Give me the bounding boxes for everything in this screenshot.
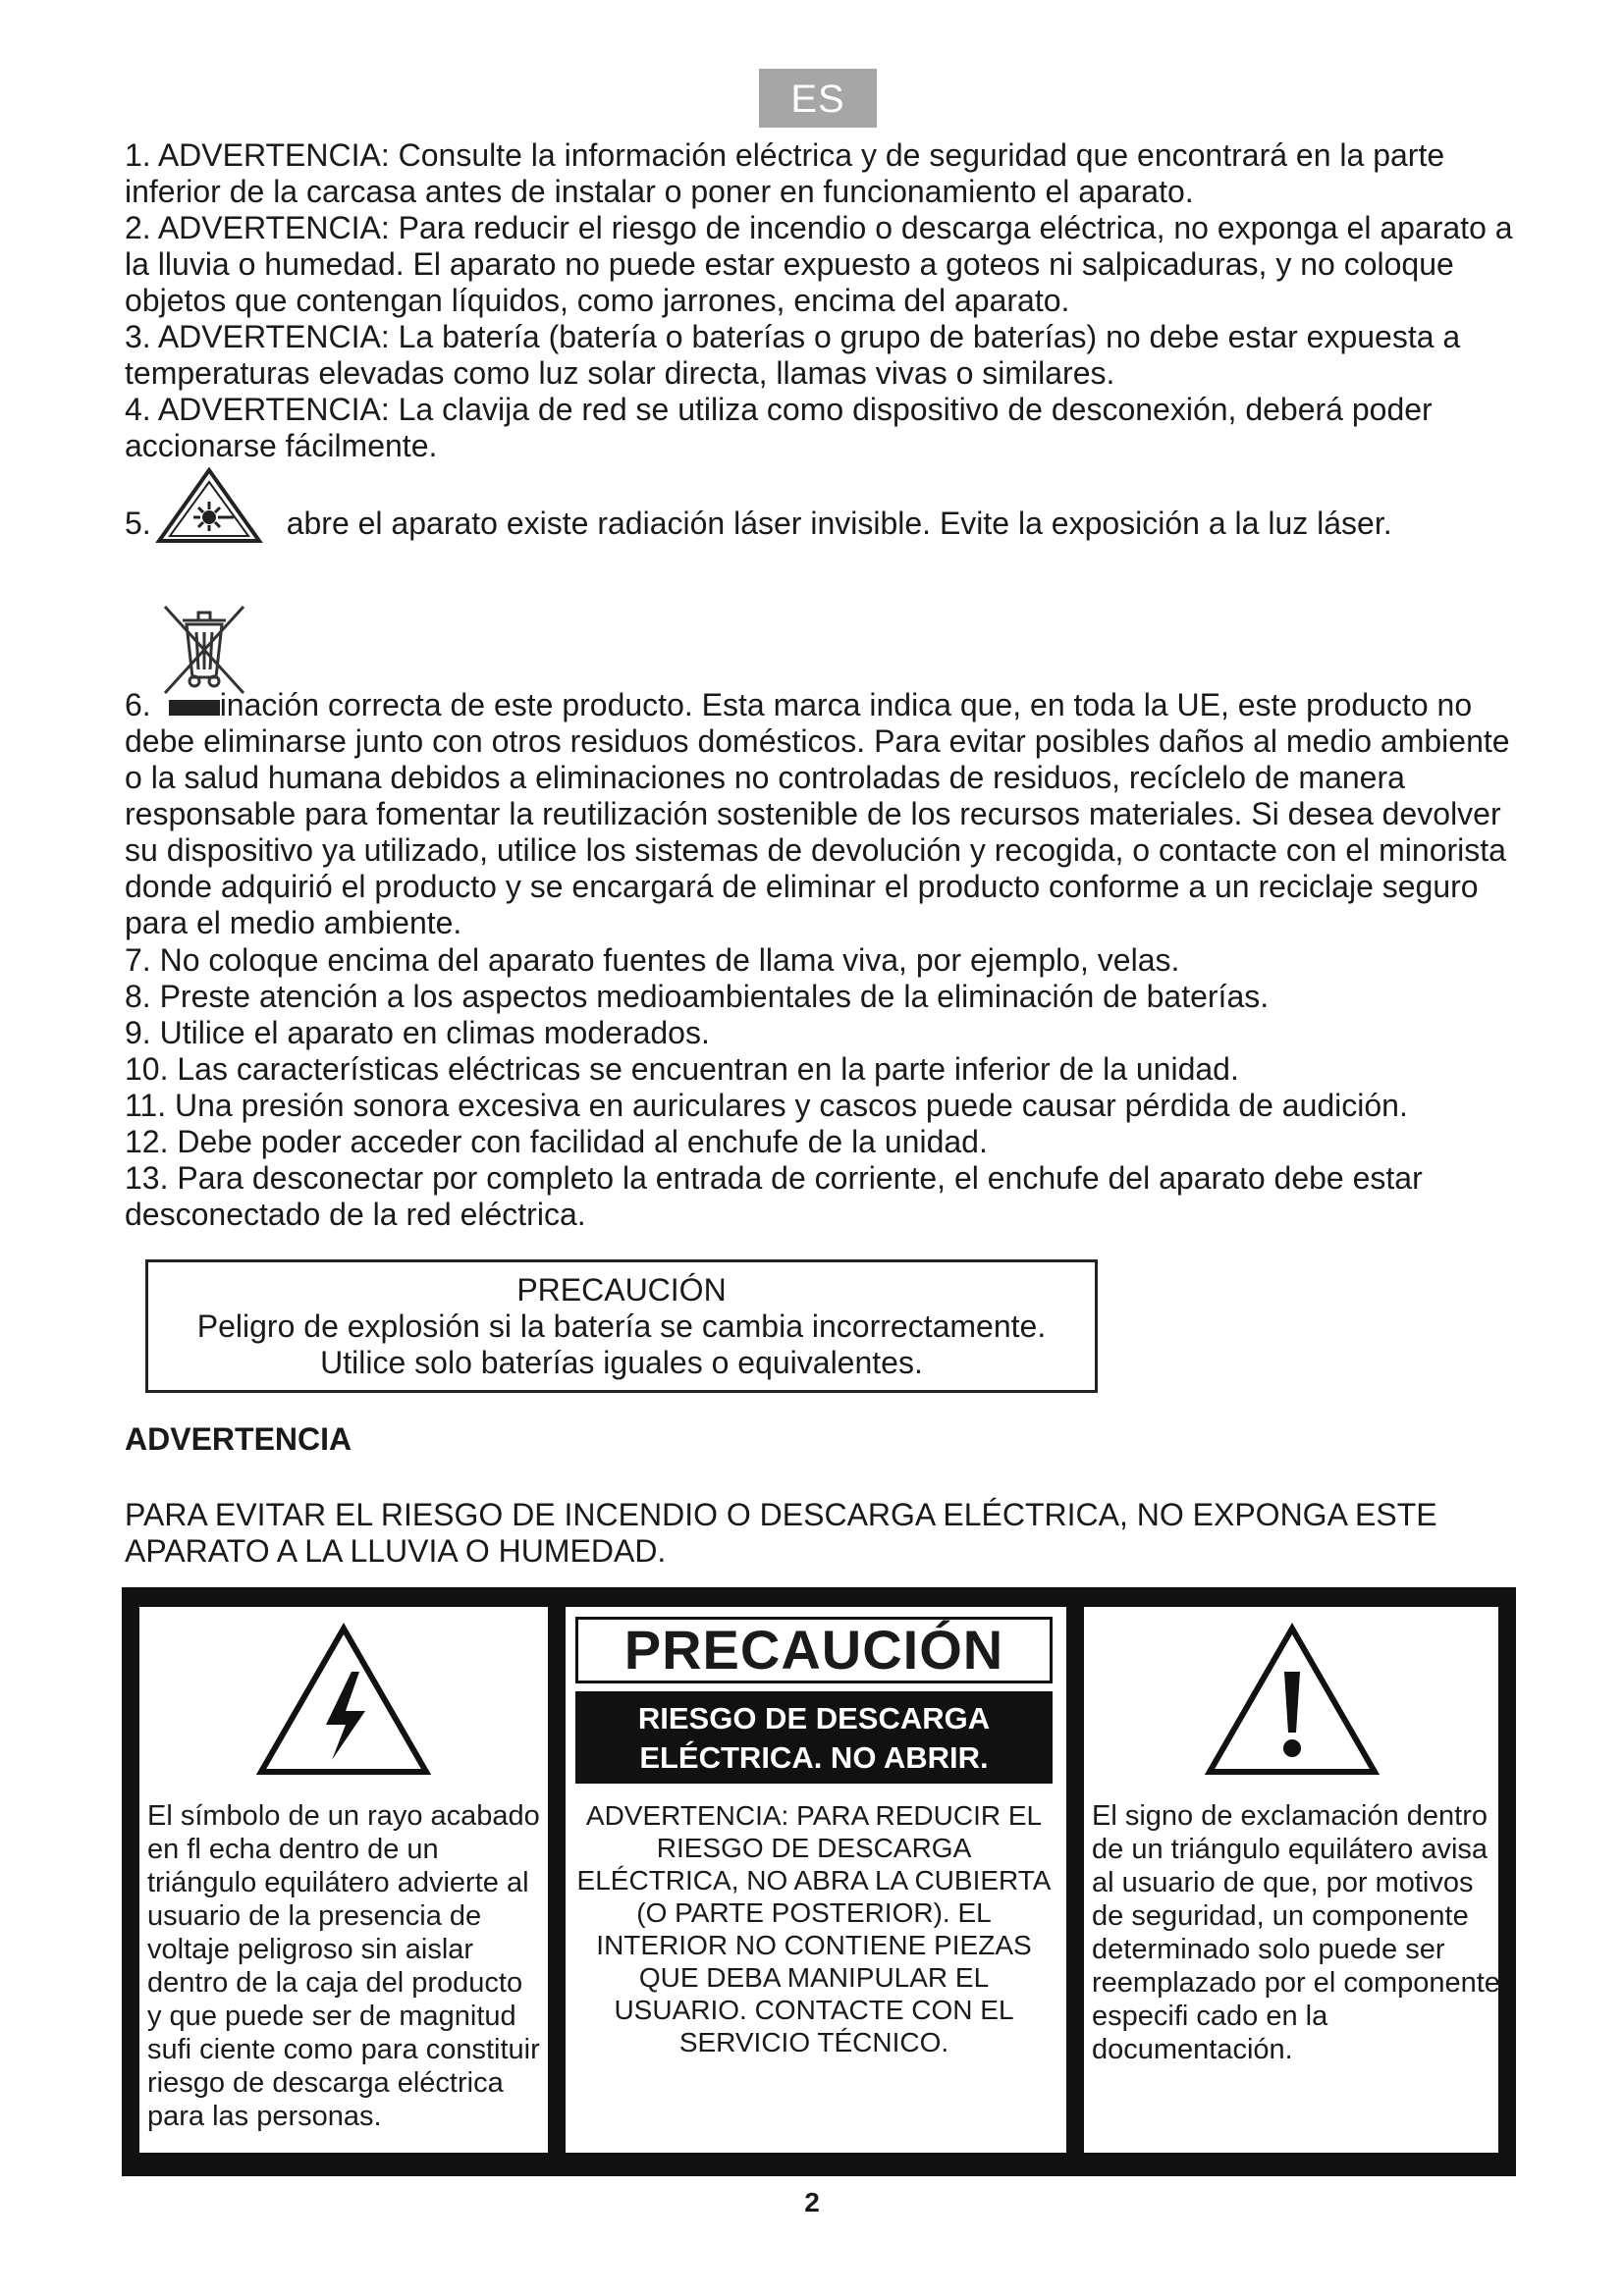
battery-precaution-box — [145, 1259, 1098, 1393]
language-tab: ES — [759, 69, 877, 128]
exclamation-panel — [1084, 1607, 1498, 2153]
list-item: 7. No coloque encima del aparato fuentes de llama viva, por ejemplo, velas. — [125, 942, 1180, 978]
precaution-line: Utilice solo baterías iguales o equivalentes. — [320, 1345, 923, 1380]
warning-list-bottom — [125, 942, 1519, 1233]
exclamation-description: El signo de exclamación dentro de un triángulo equilátero avisa al usuario de que, por motivos de seguridad, un componente determinado solo puede ser reemplazado por el componente especifi cado en la documentación. — [1092, 1800, 1500, 2065]
warning-list-top — [125, 137, 1519, 464]
caution-title: PRECAUCIÓN — [575, 1617, 1053, 1683]
list-item: 11. Una presión sonora excesiva en auriculares y cascos puede causar pérdida de audición. — [125, 1088, 1408, 1123]
precaution-line: Peligro de explosión si la batería se cambia incorrectamente. — [196, 1308, 1047, 1344]
list-item: 2. ADVERTENCIA: Para reducir el riesgo de incendio o descarga eléctrica, no exponga el aparato a la lluvia o humedad. El aparato no puede estar expuesto a goteos ni salpicaduras, y no coloque objetos que contengan líquidos, como jarrones, encima del aparato. — [125, 210, 1513, 318]
caution-panel — [566, 1607, 1066, 2153]
list-item: 13. Para desconectar por completo la entrada de corriente, el enchufe del aparato debe estar desconectado de la red eléctrica. — [125, 1160, 1423, 1232]
list-item-6: 6. inación correcta de este producto. Esta marca indica que, en toda la UE, este producto no debe eliminarse junto con otros residuos domésticos. Para evitar posibles daños al medio ambiente o la salud humana debidos a eliminaciones no controladas de residuos, recíclelo de manera responsable para fomentar la reutilización sostenible de los recursos materiales. Si desea devolver su dispositivo ya utilizado, utilice los sistemas de devolución y recogida, o contacte con el minorista donde adquirió el producto y se encargará de eliminar el producto conforme a un reciclaje seguro para el medio ambiente. — [125, 687, 1510, 940]
lightning-panel — [139, 1607, 548, 2153]
weee-bin-icon — [157, 601, 251, 699]
list-item-5: 5. abre el aparato existe radiación láser invisible. Evite la exposición a la luz láser. — [125, 506, 1392, 541]
shock-warning-panel — [122, 1587, 1516, 2176]
lightning-description: El símbolo de un rayo acabado en fl echa dentro de un triángulo equilátero advierte al usuario de la presencia de voltaje peligroso sin aislar dentro de la caja del producto y que puede ser de magnitud sufi ciente como para constituir riesgo de descarga eléctrica para las personas. — [147, 1800, 540, 2132]
advertencia-text: PARA EVITAR EL RIESGO DE INCENDIO O DESCARGA ELÉCTRICA, NO EXPONGA ESTE APARATO A LA LLUVIA O HUMEDAD. — [125, 1497, 1437, 1569]
list-item: 3. ADVERTENCIA: La batería (batería o baterías o grupo de baterías) no debe estar expuesta a temperaturas elevadas como luz solar directa, llamas vivas o similares. — [125, 319, 1461, 391]
exclamation-triangle-icon — [1204, 1623, 1380, 1780]
advertencia-heading: ADVERTENCIA — [125, 1421, 352, 1457]
page-number: 2 — [804, 2187, 820, 2217]
lightning-triangle-icon — [255, 1623, 432, 1780]
precaution-title: PRECAUCIÓN — [516, 1272, 727, 1308]
shock-risk-banner: RIESGO DE DESCARGA ELÉCTRICA. NO ABRIR. — [575, 1691, 1053, 1784]
list-item: 1. ADVERTENCIA: Consulte la información eléctrica y de seguridad que encontrará en la parte inferior de la carcasa antes de instalar o poner en funcionamiento el aparato. — [125, 137, 1445, 209]
list-item: 12. Debe poder acceder con facilidad al enchufe de la unidad. — [125, 1124, 988, 1159]
caution-description: ADVERTENCIA: PARA REDUCIR EL RIESGO DE DESCARGA ELÉCTRICA, NO ABRA LA CUBIERTA (O PARTE POSTERIOR). EL INTERIOR NO CONTIENE PIEZAS QUE DEBA MANIPULAR EL USUARIO. CONTACTE CON EL SERVICIO TÉCNICO. — [576, 1800, 1052, 2057]
list-item: 8. Preste atención a los aspectos medioambientales de la eliminación de baterías. — [125, 979, 1270, 1014]
list-item: 10. Las características eléctricas se encuentran en la parte inferior de la unidad. — [125, 1051, 1239, 1087]
list-item: 9. Utilice el aparato en climas moderados. — [125, 1015, 710, 1050]
list-item: 4. ADVERTENCIA: La clavija de red se utiliza como dispositivo de desconexión, deberá poder accionarse fácilmente. — [125, 392, 1433, 463]
